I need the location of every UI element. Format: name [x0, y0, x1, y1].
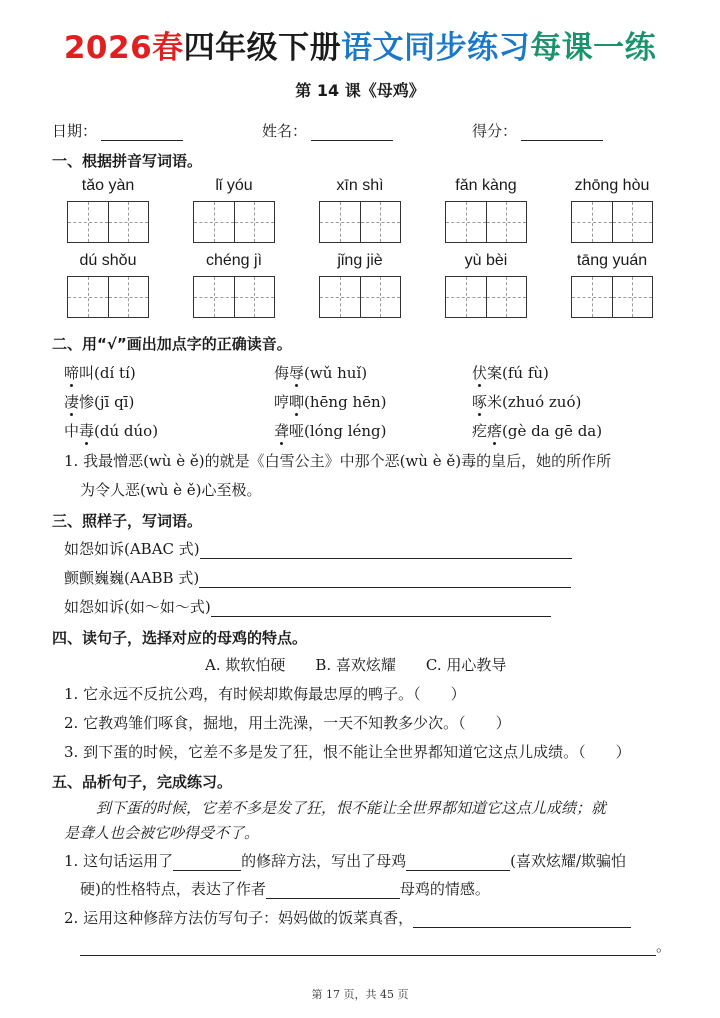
imitation-question[interactable]: 2. 运用这种修辞方法仿写句子：妈妈做的饭菜真香， [64, 907, 631, 928]
section3-title: 三、照样子，写词语。 [52, 512, 203, 530]
name-blank[interactable] [311, 124, 393, 141]
writing-grid[interactable] [319, 201, 401, 243]
section2-title: 二、用“√”画出加点字的正确读音。 [52, 335, 292, 353]
answer-blank [413, 913, 631, 928]
date-field[interactable] [52, 120, 183, 141]
name-label: 姓名： [262, 122, 308, 140]
pronunciation-item[interactable]: 聋哑(lóng léng) [274, 422, 387, 440]
question-item[interactable]: 3. 到下蛋的时候，它差不多是发了狂，恨不能让全世界都知道它这点儿成绩。（ ） [64, 743, 631, 761]
passage-line: 到下蛋的时候，它差不多是发了狂，恨不能让全世界都知道它这点儿成绩；就 [96, 799, 607, 817]
pinyin-label: dú shǒu [79, 252, 137, 269]
pronunciation-item[interactable]: 中毒(dú dúo) [64, 422, 159, 440]
lesson-title: 第 14 课《母鸡》 [295, 81, 425, 100]
question-item[interactable]: 1. 它永远不反抗公鸡，有时候却欺侮最忠厚的鸭子。（ ） [64, 685, 466, 703]
title-grade: 四年级下册 [183, 30, 342, 66]
answer-blank [406, 856, 510, 871]
answer-blank [266, 884, 400, 899]
pinyin-label: yù bèi [464, 252, 508, 269]
passage-line: 是聋人也会被它吵得受不了。 [64, 824, 260, 842]
pronunciation-item[interactable]: 侮辱(wǔ huǐ) [274, 364, 368, 382]
date-label: 日期： [52, 122, 98, 140]
answer-blank [211, 602, 551, 617]
writing-grid[interactable] [445, 276, 527, 318]
writing-grid[interactable] [571, 201, 653, 243]
pinyin-label: tāng yuán [576, 252, 648, 269]
choice-options: A. 欺软怕硬 B. 喜欢炫耀 C. 用心教导 [205, 656, 507, 674]
answer-blank [80, 941, 656, 956]
answer-blank [200, 544, 572, 559]
pinyin-label: chéng jì [205, 252, 263, 269]
title-season: 2026春 [63, 30, 184, 66]
name-field[interactable] [262, 120, 393, 141]
pinyin-label: jǐng jiè [337, 252, 383, 269]
imitation-line[interactable]: 。 [80, 935, 671, 956]
writing-grid[interactable] [319, 276, 401, 318]
section4-title: 四、读句子，选择对应的母鸡的特点。 [52, 629, 308, 647]
pinyin-label: zhōng hòu [574, 177, 650, 194]
answer-blank [199, 573, 571, 588]
writing-grid[interactable] [571, 276, 653, 318]
pronunciation-item[interactable]: 疙瘩(gè da gē da) [472, 422, 603, 440]
pinyin-label: lǐ yóu [215, 177, 253, 194]
analysis-question-cont[interactable]: 硬)的性格特点，表达了作者 母鸡的情感。 [80, 880, 490, 898]
pinyin-label: tǎo yàn [81, 177, 135, 194]
pinyin-label: xīn shì [336, 177, 384, 194]
section5-title: 五、品析句子，完成练习。 [52, 773, 233, 791]
page-number: 第 17 页，共 45 页 [311, 988, 409, 1001]
writing-grid[interactable] [193, 276, 275, 318]
word-pattern-item[interactable]: 颤颤巍巍(AABB 式) [64, 567, 571, 588]
title-subject: 语文同步练习 [341, 30, 531, 66]
writing-grid[interactable] [193, 201, 275, 243]
word-pattern-item[interactable]: 如怨如诉(如～如～式) [64, 596, 551, 617]
pronunciation-item[interactable]: 哼唧(hēng hēn) [274, 393, 387, 411]
word-pattern-item[interactable]: 如怨如诉(ABAC 式) [64, 538, 572, 559]
title-series: 每课一练 [530, 30, 657, 66]
pronunciation-item[interactable]: 啼叫(dí tí) [64, 364, 136, 382]
question-item[interactable]: 2. 它教鸡雏们啄食，掘地，用土洗澡，一天不知教多少次。（ ） [64, 714, 511, 732]
answer-blank [173, 856, 241, 871]
pronunciation-item[interactable]: 伏案(fú fù) [472, 364, 549, 382]
section1-title: 一、根据拼音写词语。 [52, 152, 203, 170]
analysis-question[interactable]: 1. 这句话运用了 的修辞方法，写出了母鸡 (喜欢炫耀/欺骗怕 [64, 852, 627, 870]
score-blank[interactable] [521, 124, 603, 141]
writing-grid[interactable] [67, 276, 149, 318]
writing-grid[interactable] [445, 201, 527, 243]
page-title [0, 22, 720, 67]
score-label: 得分： [472, 122, 518, 140]
pronunciation-item[interactable]: 啄米(zhuó zuó) [472, 393, 582, 411]
writing-grid[interactable] [67, 201, 149, 243]
pinyin-label: fǎn kàng [455, 177, 517, 194]
score-field[interactable] [472, 120, 603, 141]
sentence-line: 为令人恶(wù è ě)心至极。 [80, 481, 262, 499]
pronunciation-item[interactable]: 凄惨(jī qī) [64, 393, 135, 411]
date-blank[interactable] [101, 124, 183, 141]
sentence-line: 1. 我最憎恶(wù è ě)的就是《白雪公主》中那个恶(wù è ě)毒的皇后，她的所作所 [64, 452, 612, 470]
